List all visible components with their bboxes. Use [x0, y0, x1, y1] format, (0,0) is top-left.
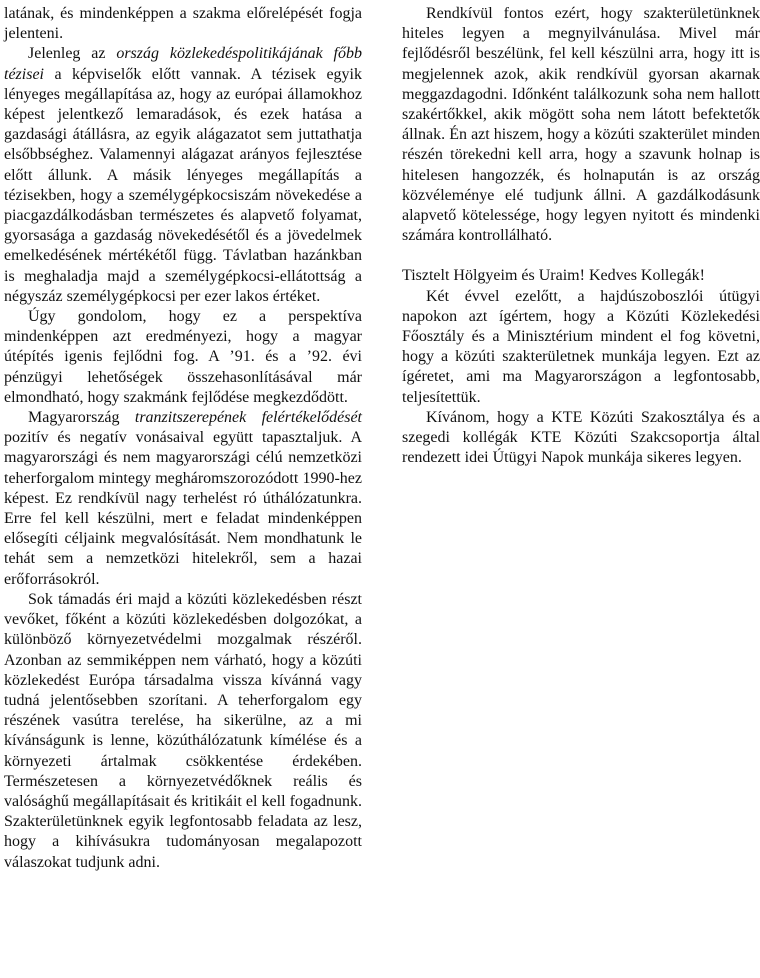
emphasis-text: ország közlekedéspolitikájának főbb tézisei: [4, 45, 362, 83]
salutation: Tisztelt Hölgyeim és Uraim! Kedves Kollegák!: [402, 267, 705, 285]
paragraph-continuation: latának, és mindenképpen a szakma előrelépését fogja jelenteni.: [4, 5, 362, 43]
paragraph-perspective: Úgy gondolom, hogy ez a perspektíva mindenképpen azt eredményezi, hogy a magyar útépítés igenis fejlődni fog. A ’91. és a ’92. évi pénzügyi lehetőségek összehasonlításával már elmondható, hogy szakmánk fejlődése megkezdődött.: [4, 308, 362, 406]
paragraph-text: Jelenleg az: [28, 45, 117, 63]
left-column: [4, 4, 362, 873]
paragraph-text: a képviselők előtt vannak. A tézisek egyik lényeges megállapítása az, hogy az európai államokhoz képest jelentkező lemaradások, és ezek hatása a gazdasági átállásra, az egyik alágazatot sem juttathatja elsőbbséghez. Valamennyi alágazat arányos fejlesztése előtt állunk. A másik lényeges megállapítás a tézisekben, hogy a személygépkocsiszám növekedése a piacgazdálkodásban természetes és alapvető folyamat, gyorsasága a gazdaság növekedésétől és a jövedelmek emelkedésének mértékétől függ. Távlatban hazánkban is meghaladja majd a személygépkocsi-ellátottság a négyszáz személygépkocsi per ezer lakos értéket.: [4, 65, 362, 305]
paragraph-promise: Két évvel ezelőtt, a hajdúszoboszlói útügyi napokon azt ígértem, hogy a Közúti Közlekedési Főosztály és a Minisztérium mindent el fog követni, hogy a közúti szakterületnek munkája legyen. Ezt az ígéretet, ami ma Magyarországon a legfontosabb, teljesítettük.: [402, 287, 760, 406]
paragraph-text: pozitív és negatív vonásaival együtt tapasztaljuk. A magyarországi és nem magyarországi célú nemzetközi teherforgalom mintegy megháromszorozódott 1990-hez képest. Ez rendkívül nagy terhelést ró úthálózatunkra. Erre fel kell készülni, mert e feladat mindenképpen elősegíti céljaink megvalósítását. Nem mondhatunk le tehát sem a nemzetközi hitelekről, sem a hazai erőforrásokról.: [4, 429, 362, 588]
right-column: [402, 4, 760, 468]
paragraph-policy-theses: [4, 44, 362, 307]
paragraph-closing: Kívánom, hogy a KTE Közúti Szakosztálya és a szegedi kollégák KTE Közúti Szakcsoportja által rendezett idei Útügyi Napok munkája sikeres legyen.: [402, 408, 760, 467]
paragraph-environment: Sok támadás éri majd a közúti közlekedésben részt vevőket, főként a közúti közlekedésben dolgozókat, a különböző környezetvédelmi mozgalmak részéről. Azonban az semmiképpen nem várható, hogy a közúti közlekedést Európa társadalma vissza kívánná vagy tudná jelentősebben szorítani. A teherforgalom egy részének vasútra terelése, ha sikerülne, az a mi kívánságunk is lenne, közúthálózatunk kímélése és a környezeti ártalmak csökkentése érdekében. Természetesen a környezetvédőknek reális és valósághű megállapításait és kritikáit el kell fogadnunk. Szakterületünknek egyik legfontosabb feladata az lesz, hogy a kihívásukra tudományosan megalapozott válaszokat tudjunk adni.: [4, 590, 362, 871]
paragraph-credibility: Rendkívül fontos ezért, hogy szakterületünknek hiteles legyen a megnyilvánulása. Mivel már fejlődésről beszélünk, fel kell készülni arra, hogy itt is megjelennek azok, akik rendkívül gyorsan akarnak meggazdagodni. Időnként találkozunk soha nem hallott szakértőkkel, akik mögött soha nem látott befektetők állnak. Én azt hiszem, hogy a közúti szakterület minden részén törekedni kell arra, hogy a szavunk holnap is hitelesen hangozzék, és holnapután is az ország közvéleménye elé tudjunk állni. A gazdálkodásunk alapvető kötelessége, hogy legyen nyitott és mindenki számára kontrollálható.: [402, 5, 760, 245]
emphasis-text: tranzitszerepének felértékelődését: [134, 409, 362, 427]
paragraph-transit-role: [4, 408, 362, 590]
paragraph-text: Magyarország: [28, 409, 135, 427]
